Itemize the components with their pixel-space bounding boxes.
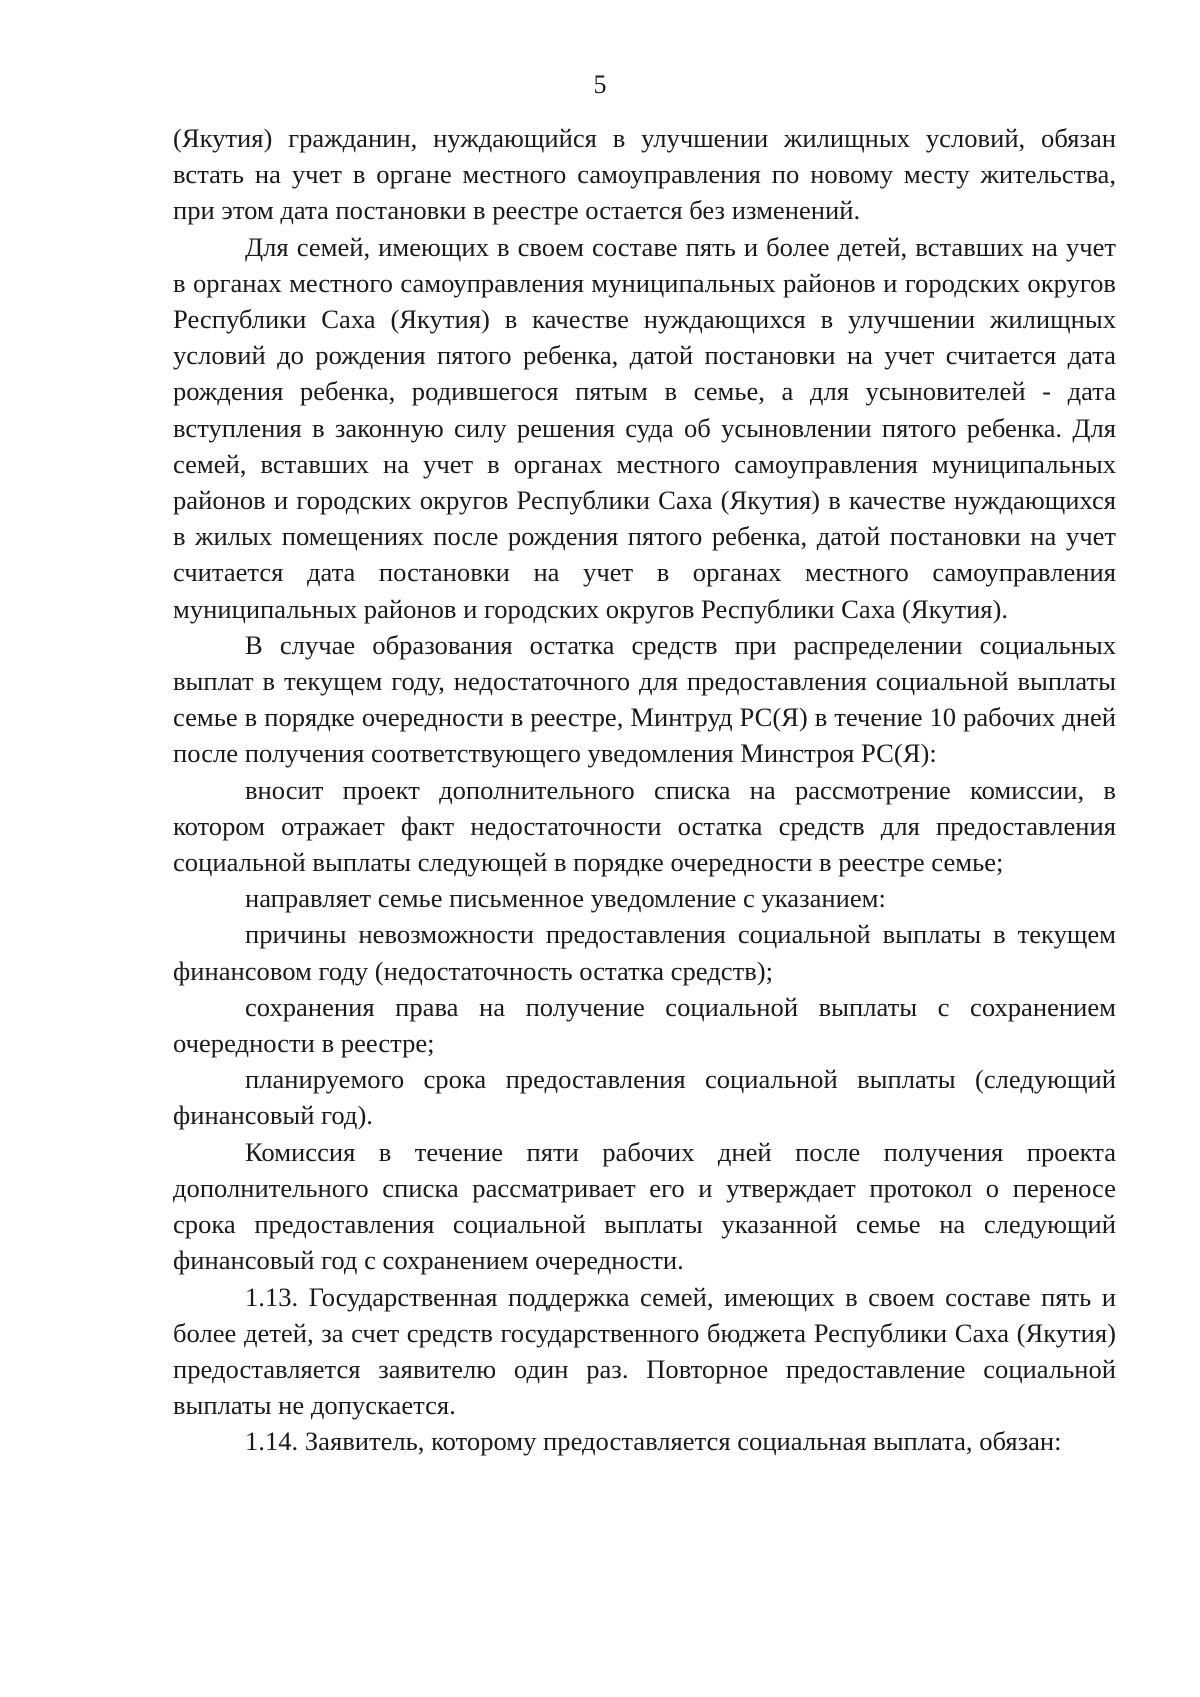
page-number: 5 xyxy=(593,70,607,99)
paragraph-continuation: (Якутия) гражданин, нуждающийся в улучшении жилищных условий, обязан встать на учет в органе местного самоуправления по новому месту жительства, при этом дата постановки в реестре остается без изменений. xyxy=(173,123,1116,226)
paragraph-right-retention: сохранения права на получение социальной выплаты с сохранением очередности в реестре; xyxy=(173,991,1116,1059)
paragraph-commission: Комиссия в течение пяти рабочих дней после получения проекта дополнительного списка рассматривает его и утверждает протокол о переносе срока предоставления социальной выплаты указанной семье на следующий финансовый год с сохранением очередности. xyxy=(173,1136,1116,1276)
paragraph-remaining-funds: В случае образования остатка средств при распределении социальных выплат в текущем году, недостаточного для предоставления социальной выплаты семье в порядке очередности в реестре, Минтруд РС(Я) в течение 10 рабочих дней после получения соответствующего уведомления Минстроя РС(Я): xyxy=(173,629,1116,769)
paragraph-additional-list: вносит проект дополнительного списка на рассмотрение комиссии, в котором отражает факт недостаточности остатка средств для предоставления социальной выплаты следующей в порядке очередности в реестре семье; xyxy=(173,774,1116,878)
paragraph-section-1-13: 1.13. Государственная поддержка семей, имеющих в своем составе пять и более детей, за счет средств государственного бюджета Республики Саха (Якутия) предоставляется заявителю один раз. Повторное предоставление социальной выплаты не допускается. xyxy=(173,1281,1116,1421)
document-body xyxy=(173,120,1116,1460)
paragraph-planned-term: планируемого срока предоставления социальной выплаты (следующий финансовый год). xyxy=(173,1064,1116,1131)
paragraph-five-children-registration: Для семей, имеющих в своем составе пять и более детей, вставших на учет в органах местного самоуправления муниципальных районов и городских округов Республики Саха (Якутия) в качестве нуждающихся в улучшении жилищных условий до рождения пятого ребенка, датой постановки на учет считается дата рождения ребенка, родившегося пятым в семье, а для усыновителей - дата вступления в законную силу решения суда об усыновлении пятого ребенка. Для семей, вставших на учет в органах местного самоуправления муниципальных районов и городских округов Республики Саха (Якутия) в качестве нуждающихся в жилых помещениях после рождения пятого ребенка, датой постановки на учет считается дата постановки на учет в органах местного самоуправления муниципальных районов и городских округов Республики Саха (Якутия). xyxy=(173,231,1116,624)
paragraph-notification: направляет семье письменное уведомление с указанием: xyxy=(245,883,886,914)
paragraph-reasons: причины невозможности предоставления социальной выплаты в текущем финансовом году (недостаточность остатка средств); xyxy=(173,919,1116,986)
paragraph-section-1-14: 1.14. Заявитель, которому предоставляется социальная выплата, обязан: xyxy=(245,1426,1062,1457)
